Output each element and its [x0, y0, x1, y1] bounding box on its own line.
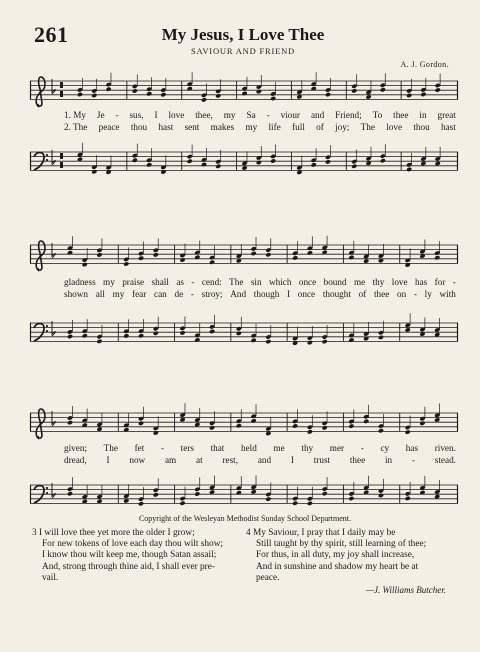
lyric-syllable: makes: [210, 122, 235, 132]
note-head: [153, 331, 159, 336]
note-head: [236, 331, 242, 336]
hymn-number: 261: [34, 22, 69, 47]
treble-staff: [30, 73, 458, 113]
lyric-syllable: once: [297, 289, 316, 299]
lyric-syllable: thee,: [195, 110, 213, 120]
note-head: [160, 92, 166, 97]
hymn-title: My Jesus, I Love Thee: [161, 25, 325, 44]
lyric-syllable: me: [353, 277, 366, 287]
note-head: [236, 490, 242, 495]
note-head: [348, 255, 354, 260]
copyright-notice: Copyright of the Wesleyan Methodist Sunday School Department.: [138, 514, 352, 523]
stanza-line: Still taught by thy spirit, still learning of thee;: [256, 539, 427, 550]
lyric-syllable: I: [106, 455, 110, 465]
lyric-syllable: which: [269, 277, 292, 287]
lyric-syllable: my: [223, 110, 236, 120]
note-head: [241, 91, 247, 96]
lyric-syllable: viour: [280, 110, 300, 120]
lyric-syllable: bound: [323, 277, 347, 287]
treble-clef-icon: [36, 241, 45, 271]
note-head: [251, 338, 257, 343]
lyric-syllable: hast: [441, 122, 456, 132]
note-head: [270, 158, 276, 163]
lyric-syllable: thy: [372, 277, 385, 287]
lyric-syllable: for: [434, 277, 446, 287]
lyric-syllable: fet: [134, 443, 145, 453]
note-head: [138, 333, 144, 338]
note-head: [270, 96, 276, 101]
note-head: [67, 334, 73, 339]
stanza-4: [246, 528, 456, 584]
lyric-syllable: held: [241, 443, 257, 453]
stanza-line: I know thou wilt keep me, though Satan assail;: [42, 550, 217, 561]
lyric-syllable: shall: [151, 277, 169, 287]
note-head: [420, 161, 426, 166]
bass-clef-dot: [46, 325, 48, 327]
lyric-syllable: dread,: [64, 455, 87, 465]
lyric-syllable: To: [372, 110, 383, 120]
lyric-syllable: hast: [158, 122, 174, 132]
lyric-syllable: Sa: [246, 110, 256, 120]
note-head: [378, 493, 384, 498]
lyric-syllable: de: [174, 289, 184, 299]
note-head: [378, 428, 384, 433]
note-head: [405, 429, 411, 434]
note-head: [307, 501, 313, 506]
note-head: [348, 496, 354, 501]
note-head: [307, 429, 313, 434]
lyric-syllable: thou: [130, 122, 148, 132]
note-head: [96, 339, 102, 344]
note-head: [96, 252, 102, 257]
lyric-syllable: can: [154, 289, 167, 299]
lyric-syllable: rest,: [222, 455, 239, 465]
note-head: [322, 425, 328, 430]
note-head: [292, 423, 298, 428]
note-head: [251, 418, 257, 423]
note-head: [209, 329, 215, 334]
lyric-syllable: sin: [250, 277, 262, 287]
note-head: [194, 491, 200, 496]
lyric-author: —J. Williams Butcher.: [366, 585, 446, 595]
note-head: [105, 87, 111, 92]
note-head: [292, 501, 298, 506]
note-head: [82, 262, 88, 267]
lyric-syllable: I: [290, 455, 294, 465]
stanza-line: And, strong through thine aid, I shall ever pre-: [42, 561, 215, 572]
note-head: [236, 423, 242, 428]
lyric-syllable: thou: [413, 122, 430, 132]
lyrics-verse-1: [64, 277, 456, 287]
music-system-2: [30, 232, 458, 372]
lyric-syllable: -: [190, 289, 194, 299]
lyric-syllable: great: [437, 110, 456, 120]
lyric-syllable: -: [115, 110, 119, 120]
note-head: [194, 337, 200, 342]
lyric-syllable: at: [196, 455, 203, 465]
note-head: [419, 421, 425, 426]
note-head: [82, 333, 88, 338]
note-head: [406, 167, 412, 172]
lyric-syllable: 1. My: [64, 110, 86, 120]
lyric-syllable: ters: [180, 443, 194, 453]
lyrics-verse-1: [64, 110, 456, 120]
lyric-syllable: -: [411, 455, 415, 465]
lyric-syllable: thee: [349, 455, 366, 465]
treble-clef-icon: [36, 77, 45, 107]
note-head: [201, 162, 207, 167]
lyric-syllable: cy: [380, 443, 390, 453]
lyric-syllable: peace: [98, 122, 120, 132]
note-head: [351, 88, 357, 93]
lyric-syllable: stroy;: [201, 289, 223, 299]
note-head: [146, 91, 152, 96]
lyric-syllable: has: [415, 277, 428, 287]
lyric-syllable: -: [452, 277, 456, 287]
bass-clef-dot: [46, 487, 48, 489]
lyric-syllable: my: [112, 289, 125, 299]
lyric-syllable: And: [230, 289, 247, 299]
note-head: [209, 425, 215, 430]
stanza-line: 3 I will love thee yet more the older I grow;: [32, 528, 195, 538]
note-head: [363, 419, 369, 424]
lyric-syllable: with: [439, 289, 456, 299]
note-head: [179, 257, 185, 262]
lyric-syllable: thought: [322, 289, 351, 299]
note-head: [420, 92, 426, 97]
bass-staff: [30, 144, 458, 184]
note-head: [179, 501, 185, 506]
lyric-syllable: on: [397, 289, 407, 299]
lyric-syllable: joy;: [335, 122, 350, 132]
time-signature-upper: [60, 82, 63, 88]
lyric-syllable: The: [360, 122, 375, 132]
lyric-syllable: 2. The: [64, 122, 88, 132]
time-signature-upper: [60, 153, 63, 159]
time-signature-lower: [60, 91, 63, 97]
lyric-syllable: thy: [301, 443, 314, 453]
treble-clef-icon: [36, 409, 45, 439]
lyric-syllable: -: [191, 277, 195, 287]
note-head: [251, 251, 257, 256]
note-head: [123, 261, 129, 266]
note-head: [251, 489, 257, 494]
note-head: [138, 256, 144, 261]
lyric-syllable: mer: [329, 443, 345, 453]
lyric-syllable: love: [168, 110, 185, 120]
note-head: [123, 333, 129, 338]
lyric-syllable: riven.: [434, 443, 456, 453]
stanza-line: peace.: [256, 572, 280, 583]
bass-staff: [30, 315, 458, 355]
lyric-syllable: praise: [122, 277, 145, 287]
lyric-syllable: given;: [64, 443, 87, 453]
stanza-line: And in sunshine and shadow my heart be at: [256, 561, 419, 572]
lyric-syllable: sent: [184, 122, 200, 132]
lyric-syllable: -: [160, 443, 164, 453]
note-head: [292, 255, 298, 260]
note-head: [325, 159, 331, 164]
lyric-syllable: Friend;: [335, 110, 362, 120]
music-system-1: [30, 68, 458, 208]
lyric-syllable: all: [95, 289, 105, 299]
lyric-syllable: gladness: [64, 277, 96, 287]
lyric-syllable: my: [245, 122, 258, 132]
lyric-syllable: in: [419, 110, 427, 120]
note-head: [265, 496, 271, 501]
note-head: [435, 87, 441, 92]
stanza-line: For new tokens of love each day thou wilt show;: [42, 539, 223, 550]
lyrics-verse-1: [64, 443, 456, 453]
note-head: [265, 252, 271, 257]
lyric-syllable: once: [298, 277, 317, 287]
hymn-subtitle: SAVIOUR AND FRIEND: [191, 46, 295, 56]
lyric-syllable: Je: [96, 110, 105, 120]
lyric-syllable: stead.: [434, 455, 456, 465]
lyric-syllable: and: [310, 110, 325, 120]
note-head: [179, 330, 185, 335]
lyric-syllable: The: [103, 443, 118, 453]
note-head: [348, 337, 354, 342]
note-head: [256, 89, 262, 94]
lyric-syllable: shown: [64, 289, 88, 299]
lyric-syllable: and: [257, 455, 272, 465]
note-head: [215, 164, 221, 169]
bass-clef-dot: [46, 330, 48, 332]
note-head: [146, 162, 152, 167]
note-head: [77, 92, 83, 97]
lyric-syllable: full: [292, 122, 305, 132]
lyric-syllable: that: [210, 443, 225, 453]
lyric-syllable: has: [405, 443, 419, 453]
note-head: [138, 501, 144, 506]
lyric-syllable: love: [391, 277, 408, 287]
lyric-syllable: trust: [313, 455, 331, 465]
lyric-syllable: life: [268, 122, 281, 132]
lyrics-verse-2: [64, 455, 456, 465]
bass-clef-dot: [46, 492, 48, 494]
note-head: [132, 158, 138, 163]
treble-staff: [30, 405, 458, 445]
note-head: [434, 255, 440, 260]
note-head: [209, 260, 215, 265]
lyric-syllable: The: [229, 277, 244, 287]
note-head: [435, 161, 441, 166]
note-head: [67, 420, 73, 425]
note-head: [405, 496, 411, 501]
lyric-syllable: I: [287, 289, 291, 299]
lyric-syllable: -: [413, 289, 417, 299]
note-head: [187, 159, 193, 164]
note-head: [153, 492, 159, 497]
lyric-syllable: -: [360, 443, 364, 453]
lyric-syllable: though: [253, 289, 280, 299]
note-head: [351, 164, 357, 169]
lyric-syllable: fear: [132, 289, 147, 299]
note-head: [311, 162, 317, 167]
lyric-syllable: I: [154, 110, 158, 120]
time-signature-lower: [60, 162, 63, 168]
lyric-syllable: love: [386, 122, 403, 132]
stanza-line: vail.: [42, 572, 59, 583]
lyric-syllable: of: [316, 122, 324, 132]
note-head: [153, 252, 159, 257]
stanza-line: For thus, in all duty, my joy shall increase,: [256, 550, 415, 561]
note-head: [256, 160, 262, 165]
note-head: [406, 93, 412, 98]
lyric-syllable: am: [164, 455, 177, 465]
lyric-syllable: now: [129, 455, 146, 465]
lyric-syllable: as: [176, 277, 184, 287]
note-head: [91, 93, 97, 98]
note-head: [322, 491, 328, 496]
lyric-syllable: of: [358, 289, 367, 299]
note-head: [201, 97, 207, 102]
lyric-syllable: ly: [424, 289, 432, 299]
lyric-syllable: my: [103, 277, 115, 287]
lyric-syllable: me: [273, 443, 285, 453]
bass-staff: [30, 477, 458, 517]
note-head: [378, 335, 384, 340]
stanza-line: 4 My Saviour, I pray that I daily may be: [246, 528, 396, 538]
lyric-syllable: thee: [393, 110, 409, 120]
note-head: [307, 250, 313, 255]
bass-clef-dot: [46, 159, 48, 161]
note-head: [91, 169, 97, 174]
note-head: [67, 491, 73, 496]
lyrics-verse-2: [64, 289, 456, 299]
lyric-syllable: in: [384, 455, 393, 465]
bass-clef-dot: [46, 154, 48, 156]
note-head: [348, 423, 354, 428]
treble-staff: [30, 237, 458, 277]
lyric-syllable: sus,: [129, 110, 144, 120]
note-head: [215, 93, 221, 98]
note-head: [322, 339, 328, 344]
note-head: [325, 92, 331, 97]
lyrics-verse-2: [64, 122, 456, 132]
stanza-3: [32, 528, 242, 584]
note-head: [380, 87, 386, 92]
lyric-syllable: cend:: [201, 277, 222, 287]
note-head: [132, 88, 138, 93]
note-head: [380, 158, 386, 163]
note-head: [138, 421, 144, 426]
lyric-syllable: -: [266, 110, 270, 120]
composer-credit: A. J. Gordon.: [400, 60, 449, 69]
note-head: [265, 339, 271, 344]
lyric-syllable: thee: [373, 289, 390, 299]
note-head: [307, 340, 313, 345]
